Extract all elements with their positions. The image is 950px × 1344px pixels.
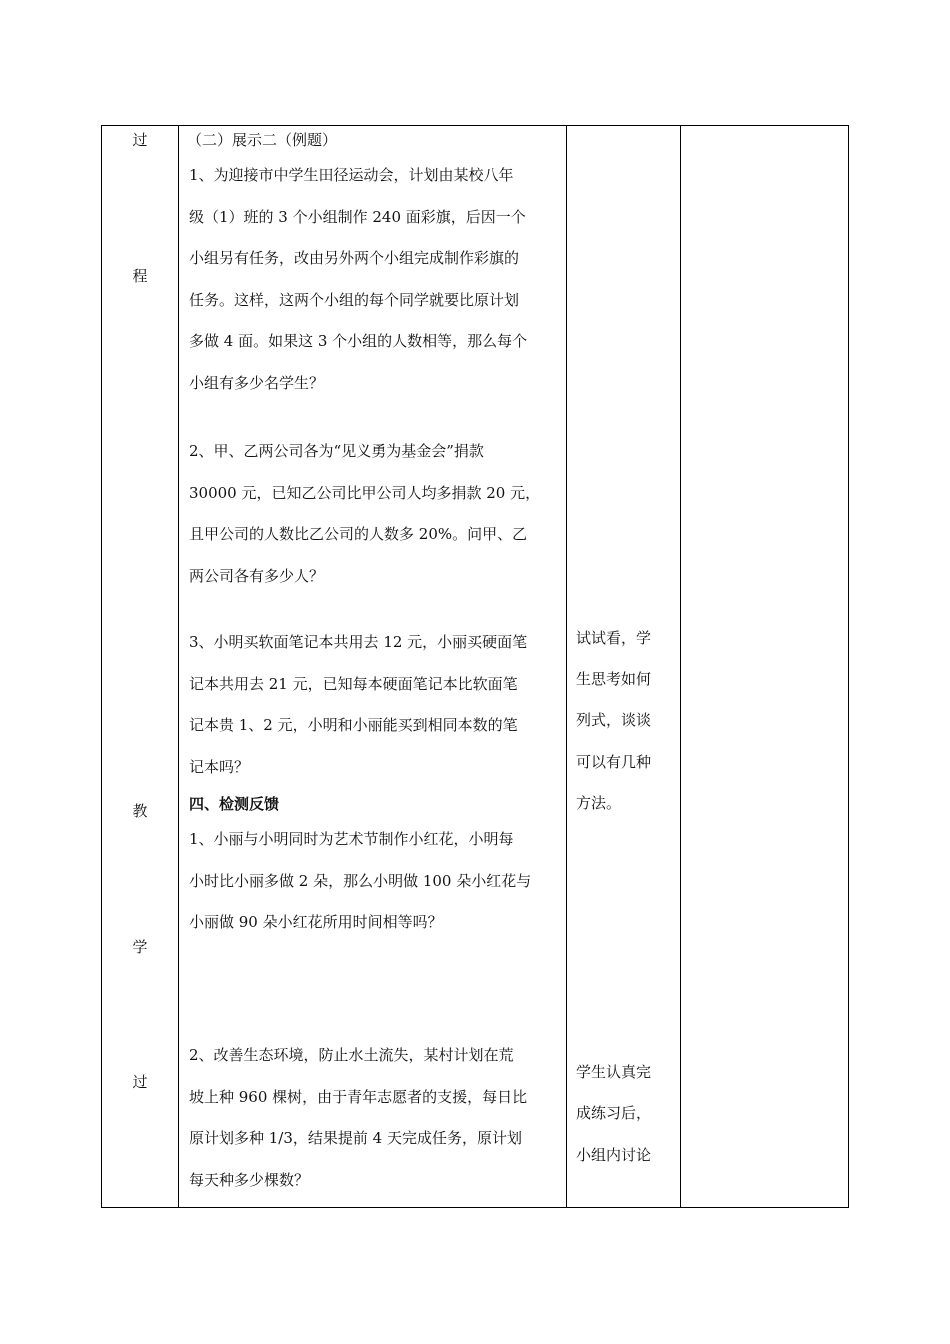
problem1-line: 1、为迎接市中学生田径运动会，计划由某校八年 [189,166,514,184]
feedback2-line: 每天种多少棵数？ [189,1171,310,1189]
left-label-char: 过 [132,1073,148,1091]
left-label-char: 过 [132,131,148,149]
activity-note-line: 成练习后， [576,1104,652,1122]
activity-note-line: 可以有几种 [576,753,652,771]
activity-note-line: 学生认真完 [576,1063,652,1081]
left-label-char: 教 [132,802,148,820]
section-heading: （二）展示二（例题） [187,131,338,149]
problem2-line: 且甲公司的人数比乙公司的人数多 20%。问甲、乙 [189,525,528,543]
problem2-line: 2、甲、乙两公司各为“见义勇为基金会”捐款 [189,442,484,460]
feedback1-line: 小时比小丽多做 2 朵，那么小明做 100 朵小红花与 [189,872,532,890]
left-label-char: 程 [132,267,148,285]
column-divider [566,126,567,1207]
activity-note-line: 方法。 [576,794,622,812]
activity-note-line: 列式，谈谈 [576,711,652,729]
column-divider [178,126,179,1207]
column-divider [680,126,681,1207]
feedback1-line: 1、小丽与小明同时为艺术节制作小红花，小明每 [189,830,514,848]
problem3-line: 记本共用去 21 元，已知每本硬面笔记本比软面笔 [189,675,518,693]
problem1-line: 级（1）班的 3 个小组制作 240 面彩旗，后因一个 [189,208,526,226]
problem3-line: 记本贵 1、2 元，小明和小丽能买到相同本数的笔 [189,716,518,734]
activity-note-line: 试试看，学 [576,629,652,647]
feedback1-line: 小丽做 90 朵小红花所用时间相等吗？ [189,913,443,931]
problem3-line: 记本吗？ [189,758,250,776]
feedback2-line: 坡上种 960 棵树，由于青年志愿者的支援，每日比 [189,1088,528,1106]
problem1-line: 多做 4 面。如果这 3 个小组的人数相等，那么每个 [189,332,528,350]
problem1-line: 任务。这样，这两个小组的每个同学就要比原计划 [189,291,520,309]
activity-note-line: 小组内讨论 [576,1146,652,1164]
problem3-line: 3、小明买软面笔记本共用去 12 元，小丽买硬面笔 [189,633,528,651]
activity-note-line: 生思考如何 [576,670,652,688]
lesson-table [101,125,849,1208]
problem1-line: 小组另有任务，改由另外两个小组完成制作彩旗的 [189,249,520,267]
feedback2-line: 原计划多种 1/3，结果提前 4 天完成任务，原计划 [189,1129,522,1147]
problem1-line: 小组有多少名学生？ [189,374,325,392]
problem2-line: 30000 元，已知乙公司比甲公司人均多捐款 20 元， [189,484,541,502]
feedback2-line: 2、改善生态环境，防止水土流失，某村计划在荒 [189,1046,514,1064]
left-label-char: 学 [132,938,148,956]
problem2-line: 两公司各有多少人？ [189,567,325,585]
section4-heading: 四、检测反馈 [189,795,280,813]
